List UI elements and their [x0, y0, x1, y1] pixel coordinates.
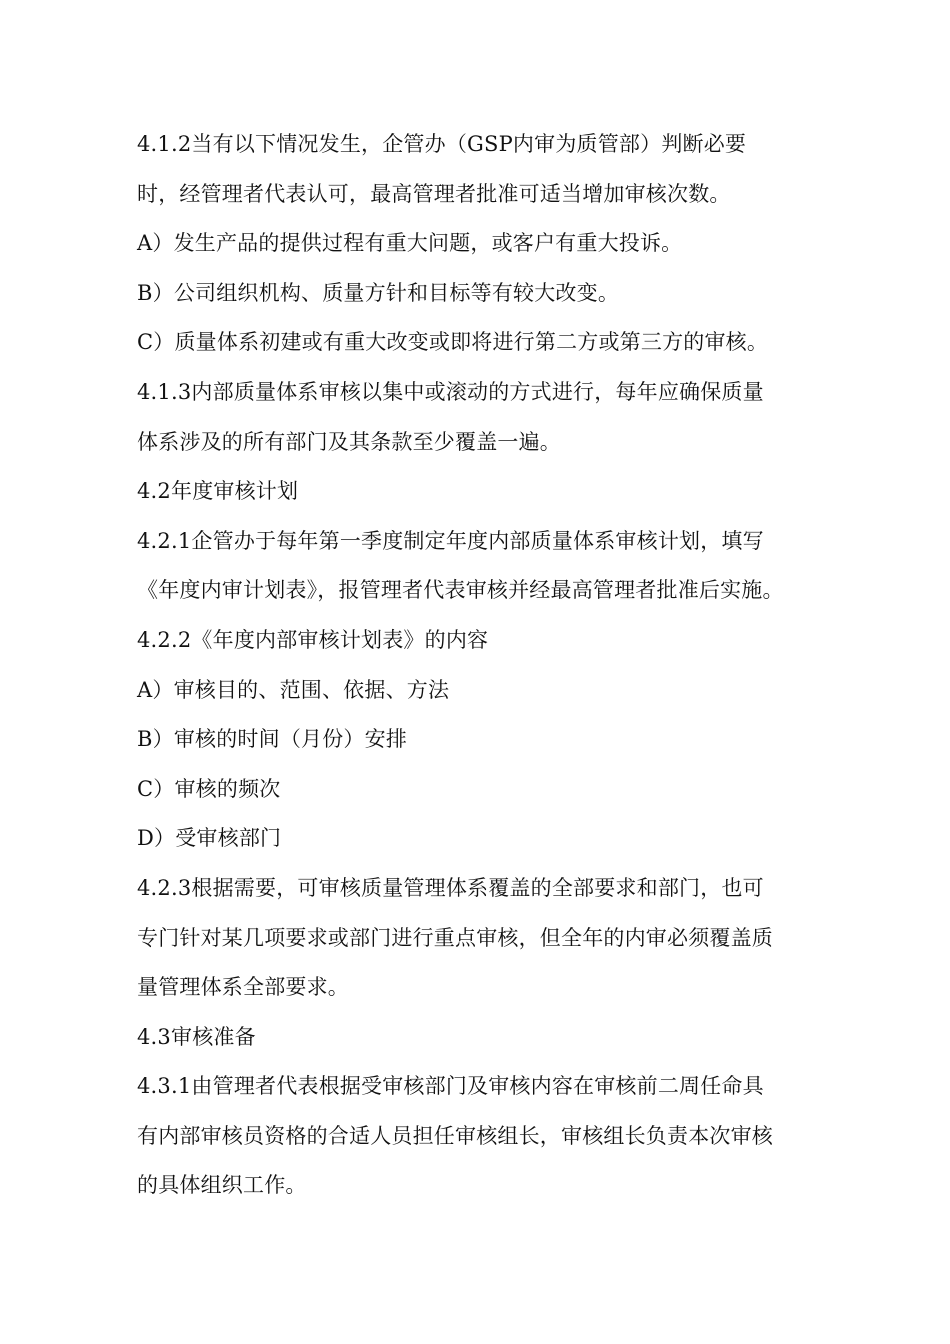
paragraph-4-2-2: 4.2.2《年度内部审核计划表》的内容 — [137, 627, 489, 652]
section-heading-4-2: 4.2年度审核计划 — [137, 479, 299, 504]
paragraph-4-3-1-line-2: 有内部审核员资格的合适人员担任审核组长，审核组长负责本次审核 — [137, 1123, 773, 1148]
list-item-c: C）审核的频次 — [137, 776, 281, 801]
document-body — [137, 120, 817, 1211]
paragraph-4-3-1-line-3: 的具体组织工作。 — [137, 1173, 307, 1198]
paragraph-4-1-3-line-1: 4.1.3内部质量体系审核以集中或滚动的方式进行，每年应确保质量 — [137, 379, 764, 404]
paragraph-4-2-3-line-1: 4.2.3根据需要，可审核质量管理体系覆盖的全部要求和部门，也可 — [137, 875, 764, 900]
paragraph-4-2-3-line-3: 量管理体系全部要求。 — [137, 975, 349, 1000]
list-item-c: C）质量体系初建或有重大改变或即将进行第二方或第三方的审核。 — [137, 330, 769, 355]
section-heading-4-3: 4.3审核准备 — [137, 1024, 256, 1049]
paragraph-4-2-3-line-2: 专门针对某几项要求或部门进行重点审核，但全年的内审必须覆盖质 — [137, 925, 773, 950]
list-item-b: B）公司组织机构、质量方针和目标等有较大改变。 — [137, 280, 620, 305]
paragraph-4-2-1-line-2: 《年度内审计划表》，报管理者代表审核并经最高管理者批准后实施。 — [137, 578, 784, 603]
paragraph-4-3-1-line-1: 4.3.1由管理者代表根据受审核部门及审核内容在审核前二周任命具 — [137, 1074, 764, 1099]
list-item-a: A）发生产品的提供过程有重大问题，或客户有重大投诉。 — [137, 231, 683, 256]
paragraph-4-1-3-line-2: 体系涉及的所有部门及其条款至少覆盖一遍。 — [137, 429, 561, 454]
list-item-b: B）审核的时间（月份）安排 — [137, 727, 408, 752]
list-item-d: D）受审核部门 — [137, 826, 282, 851]
paragraph-4-1-2-line-2: 时，经管理者代表认可，最高管理者批准可适当增加审核次数。 — [137, 181, 731, 206]
paragraph-4-1-2-line-1: 4.1.2当有以下情况发生，企管办（GSP内审为质管部）判断必要 — [137, 132, 747, 156]
paragraph-4-2-1-line-1: 4.2.1企管办于每年第一季度制定年度内部质量体系审核计划，填写 — [137, 528, 764, 553]
list-item-a: A）审核目的、范围、依据、方法 — [137, 677, 450, 702]
